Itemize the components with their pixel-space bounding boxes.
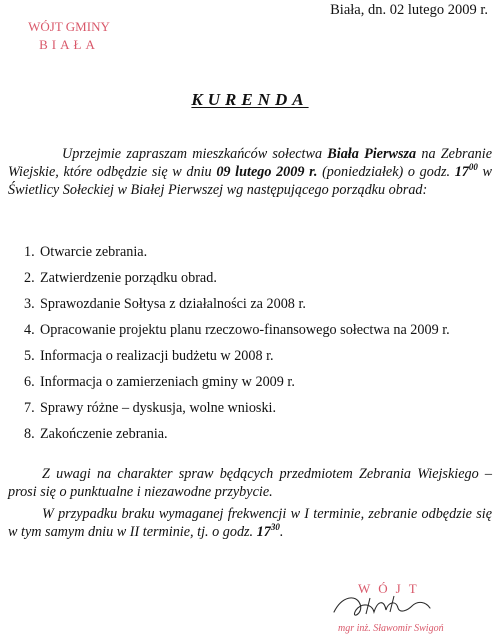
agenda-text: Informacja o realizacji budżetu w 2008 r. (40, 348, 274, 364)
agenda-text: Opracowanie projektu planu rzeczowo-finansowego sołectwa na 2009 r. (40, 322, 450, 338)
agenda-number: 3. (24, 296, 35, 312)
second-term-hour: 17 (256, 524, 271, 540)
agenda-text: Otwarcie zebrania. (40, 244, 148, 260)
agenda-item (24, 244, 496, 261)
village-name: Biała Pierwsza (327, 146, 417, 162)
meeting-date: 09 lutego 2009 r. (216, 164, 318, 180)
agenda-item (24, 426, 496, 443)
office-stamp (14, 18, 124, 54)
second-term-text-2: . (279, 524, 284, 540)
stamp-line-1: WÓJT GMINY (28, 19, 110, 34)
agenda-text: Zatwierdzenie porządku obrad. (40, 270, 217, 286)
handwritten-signature (326, 590, 476, 626)
agenda-list (24, 244, 496, 452)
agenda-number: 7. (24, 400, 35, 416)
agenda-item (24, 348, 496, 365)
agenda-text: Zakończenie zebrania. (40, 426, 168, 442)
agenda-item (24, 322, 496, 339)
title-text: KURENDA (191, 90, 309, 109)
agenda-item (24, 400, 496, 417)
signature-stamp: WÓJT (358, 581, 425, 596)
agenda-number: 1. (24, 244, 35, 260)
agenda-text: Sprawozdanie Sołtysa z działalności za 2008 r. (40, 296, 306, 312)
intro-text-3: (poniedziałek) (317, 164, 404, 180)
intro-text-1: Uprzejmie zapraszam mieszkańców sołectwa (62, 146, 328, 162)
agenda-item (24, 374, 496, 391)
document-title (0, 90, 500, 110)
agenda-number: 6. (24, 374, 35, 390)
intro-text-5: w Świetlicy Sołeckiej w Białej Pierwszej wg następującego porządku obrad: (8, 164, 493, 198)
meeting-hour: 17 (454, 164, 469, 180)
agenda-number: 2. (24, 270, 35, 286)
second-term-minutes: 30 (270, 522, 280, 532)
stamp-line-2: BIAŁA (39, 37, 99, 52)
agenda-number: 8. (24, 426, 35, 442)
second-term-time (257, 524, 280, 540)
intro-text-2: na Zebranie Wiejskie, które odbędzie się w dniu (8, 146, 493, 180)
document-date: Biała, dn. 02 lutego 2009 r. (330, 2, 488, 18)
agenda-number: 4. (24, 322, 35, 338)
agenda-item (24, 296, 496, 313)
meeting-time (455, 164, 478, 180)
punctuality-note: Z uwagi na charakter spraw będących przedmiotem Zebrania Wiejskiego – prosi się o punktualne i niezawodne przybycie. (8, 466, 492, 500)
agenda-item (24, 270, 496, 287)
agenda-number: 5. (24, 348, 35, 364)
second-term-text-1: W przypadku braku wymaganej frekwencji w I terminie, zebranie odbędzie się w tym samym dniu w II terminie, tj. o godz. (8, 506, 492, 540)
signatory-name: mgr inż. Sławomir Swigoń (338, 623, 444, 634)
intro-text-4: o godz. (403, 164, 455, 180)
agenda-text: Informacja o zamierzeniach gminy w 2009 r. (40, 374, 295, 390)
agenda-text: Sprawy różne – dyskusja, wolne wnioski. (40, 400, 277, 416)
intro-paragraph (8, 145, 492, 199)
second-term-note (8, 505, 492, 541)
meeting-minutes: 00 (468, 162, 478, 172)
